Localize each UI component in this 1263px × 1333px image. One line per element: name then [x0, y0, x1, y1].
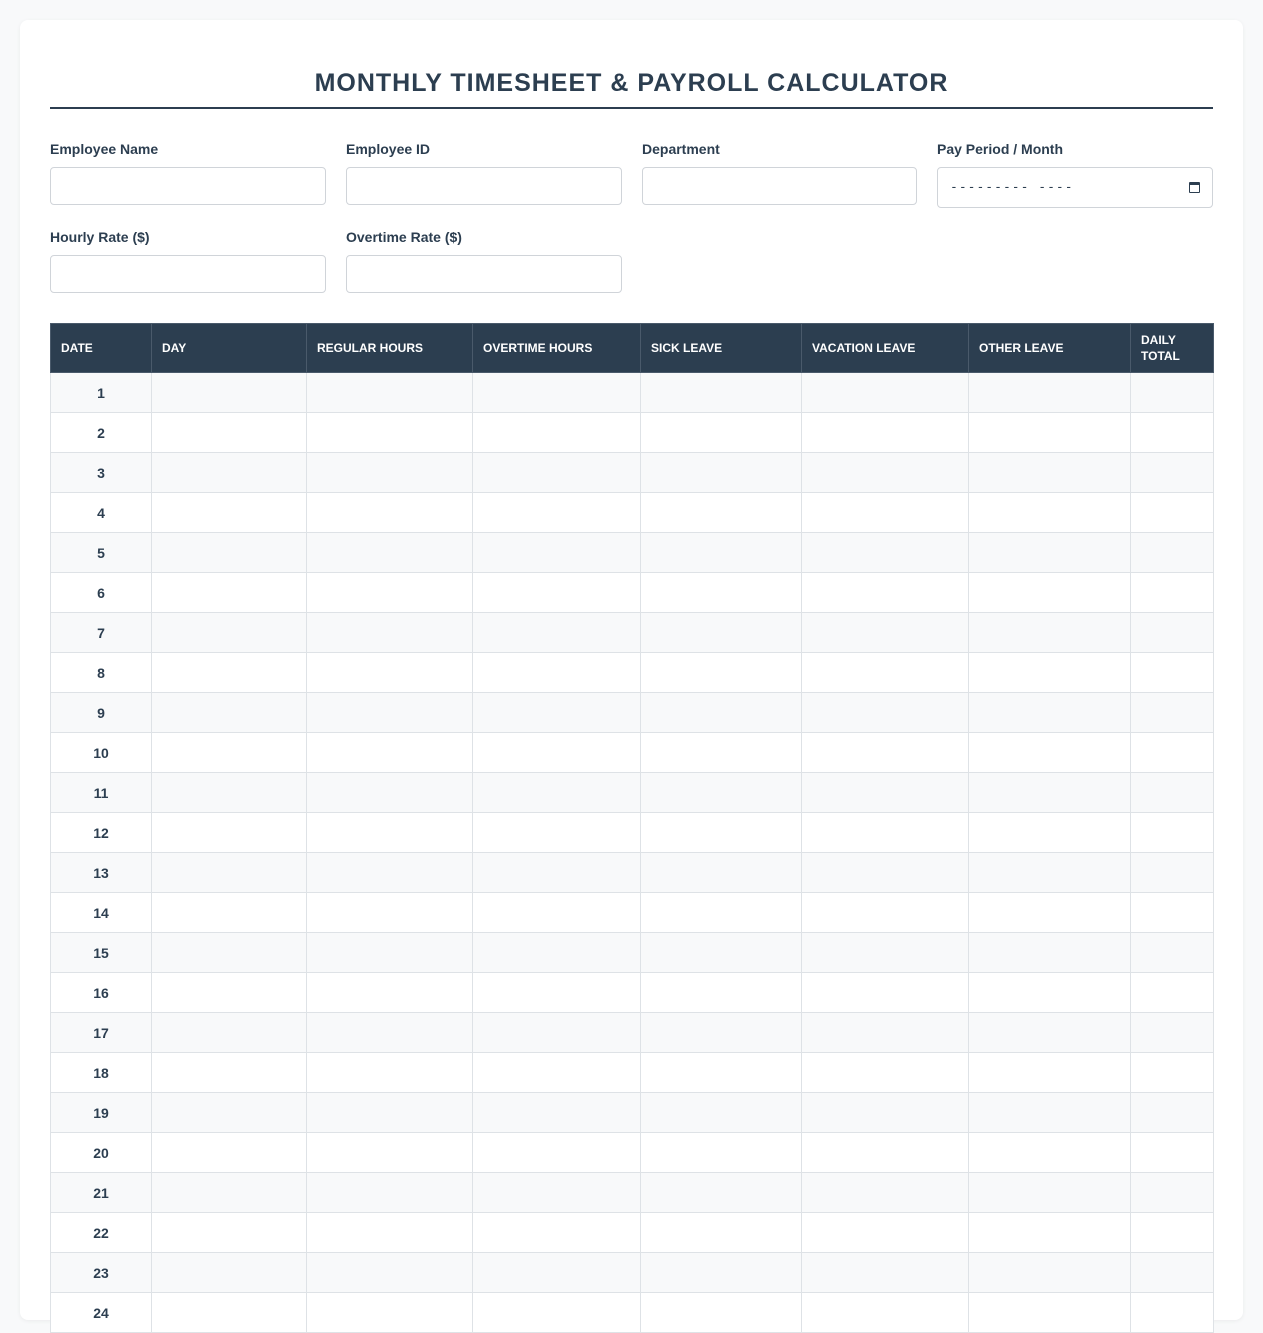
date-cell: 13 [51, 853, 152, 893]
other-leave-cell[interactable] [969, 813, 1131, 853]
overtime-hours-cell[interactable] [473, 1213, 641, 1253]
page-title: MONTHLY TIMESHEET & PAYROLL CALCULATOR [314, 69, 949, 97]
vacation-leave-cell[interactable] [802, 1253, 969, 1293]
table-row [51, 1133, 1214, 1173]
department-label: Department [642, 141, 720, 157]
daily-total-cell[interactable] [1131, 1293, 1214, 1333]
overtime-hours-cell[interactable] [473, 413, 641, 453]
regular-hours-cell[interactable] [307, 933, 473, 973]
regular-hours-cell[interactable] [307, 533, 473, 573]
daily-total-cell[interactable] [1131, 453, 1214, 493]
daily-total-cell[interactable] [1131, 493, 1214, 533]
sick-leave-cell[interactable] [641, 493, 802, 533]
vacation-leave-cell[interactable] [802, 533, 969, 573]
vacation-leave-cell[interactable] [802, 1213, 969, 1253]
other-leave-cell[interactable] [969, 733, 1131, 773]
daily-total-cell[interactable] [1131, 813, 1214, 853]
employee-name-input[interactable] [50, 167, 326, 205]
table-row [51, 1053, 1214, 1093]
date-cell: 12 [51, 813, 152, 853]
hourly-rate-input[interactable] [50, 255, 326, 293]
regular-hours-cell[interactable] [307, 1293, 473, 1333]
overtime-hours-cell[interactable] [473, 453, 641, 493]
other-leave-cell[interactable] [969, 613, 1131, 653]
regular-hours-cell[interactable] [307, 493, 473, 533]
daily-total-cell[interactable] [1131, 693, 1214, 733]
day-cell[interactable] [152, 973, 307, 1013]
sick-leave-cell[interactable] [641, 1213, 802, 1253]
date-cell: 11 [51, 773, 152, 813]
other-leave-cell[interactable] [969, 453, 1131, 493]
daily-total-cell[interactable] [1131, 1053, 1214, 1093]
column-header-overtime-hours: OVERTIME HOURS [473, 324, 641, 373]
regular-hours-cell[interactable] [307, 813, 473, 853]
overtime-hours-cell[interactable] [473, 613, 641, 653]
overtime-hours-cell[interactable] [473, 973, 641, 1013]
sick-leave-cell[interactable] [641, 973, 802, 1013]
timesheet-card [20, 20, 1243, 1320]
table-header-row [51, 324, 1214, 373]
sick-leave-cell[interactable] [641, 853, 802, 893]
column-header-regular-hours: REGULAR HOURS [307, 324, 473, 373]
table-row [51, 613, 1214, 653]
regular-hours-cell[interactable] [307, 1013, 473, 1053]
day-cell[interactable] [152, 1173, 307, 1213]
regular-hours-cell[interactable] [307, 453, 473, 493]
employee-id-input[interactable] [346, 167, 622, 205]
date-cell: 4 [51, 493, 152, 533]
daily-total-cell[interactable] [1131, 853, 1214, 893]
other-leave-cell[interactable] [969, 1293, 1131, 1333]
overtime-hours-cell[interactable] [473, 1013, 641, 1053]
overtime-hours-cell[interactable] [473, 1253, 641, 1293]
other-leave-cell[interactable] [969, 1133, 1131, 1173]
daily-total-cell[interactable] [1131, 613, 1214, 653]
title-divider [50, 107, 1213, 109]
daily-total-cell[interactable] [1131, 373, 1214, 413]
department-input[interactable] [642, 167, 917, 205]
column-header-other-leave: OTHER LEAVE [969, 324, 1131, 373]
day-cell[interactable] [152, 933, 307, 973]
table-row [51, 653, 1214, 693]
day-cell[interactable] [152, 413, 307, 453]
vacation-leave-cell[interactable] [802, 1173, 969, 1213]
sick-leave-cell[interactable] [641, 373, 802, 413]
regular-hours-cell[interactable] [307, 693, 473, 733]
sick-leave-cell[interactable] [641, 533, 802, 573]
day-cell[interactable] [152, 453, 307, 493]
sick-leave-cell[interactable] [641, 773, 802, 813]
day-cell[interactable] [152, 853, 307, 893]
other-leave-cell[interactable] [969, 573, 1131, 613]
sick-leave-cell[interactable] [641, 613, 802, 653]
vacation-leave-cell[interactable] [802, 1133, 969, 1173]
pay-period-placeholder: --------- ---- [950, 180, 1074, 195]
vacation-leave-cell[interactable] [802, 1053, 969, 1093]
sick-leave-cell[interactable] [641, 733, 802, 773]
sick-leave-cell[interactable] [641, 1053, 802, 1093]
regular-hours-cell[interactable] [307, 413, 473, 453]
overtime-hours-cell[interactable] [473, 533, 641, 573]
day-cell[interactable] [152, 1053, 307, 1093]
table-row [51, 1293, 1214, 1333]
sick-leave-cell[interactable] [641, 1093, 802, 1133]
other-leave-cell[interactable] [969, 893, 1131, 933]
other-leave-cell[interactable] [969, 973, 1131, 1013]
vacation-leave-cell[interactable] [802, 453, 969, 493]
daily-total-cell[interactable] [1131, 1093, 1214, 1133]
vacation-leave-cell[interactable] [802, 1093, 969, 1133]
date-cell: 7 [51, 613, 152, 653]
vacation-leave-cell[interactable] [802, 573, 969, 613]
vacation-leave-cell[interactable] [802, 1293, 969, 1333]
regular-hours-cell[interactable] [307, 1133, 473, 1173]
date-cell: 1 [51, 373, 152, 413]
date-cell: 2 [51, 413, 152, 453]
daily-total-cell[interactable] [1131, 653, 1214, 693]
table-row [51, 813, 1214, 853]
table-row [51, 1013, 1214, 1053]
day-cell[interactable] [152, 893, 307, 933]
other-leave-cell[interactable] [969, 1253, 1131, 1293]
daily-total-cell[interactable] [1131, 413, 1214, 453]
regular-hours-cell[interactable] [307, 1093, 473, 1133]
overtime-hours-cell[interactable] [473, 1293, 641, 1333]
other-leave-cell[interactable] [969, 533, 1131, 573]
overtime-hours-cell[interactable] [473, 813, 641, 853]
table-row [51, 893, 1214, 933]
day-cell[interactable] [152, 613, 307, 653]
overtime-hours-cell[interactable] [473, 1133, 641, 1173]
date-cell: 10 [51, 733, 152, 773]
table-row [51, 533, 1214, 573]
column-header-day: DAY [152, 324, 307, 373]
regular-hours-cell[interactable] [307, 1053, 473, 1093]
vacation-leave-cell[interactable] [802, 773, 969, 813]
other-leave-cell[interactable] [969, 493, 1131, 533]
sick-leave-cell[interactable] [641, 813, 802, 853]
table-row [51, 853, 1214, 893]
sick-leave-cell[interactable] [641, 693, 802, 733]
daily-total-cell[interactable] [1131, 773, 1214, 813]
regular-hours-cell[interactable] [307, 973, 473, 1013]
other-leave-cell[interactable] [969, 653, 1131, 693]
day-cell[interactable] [152, 773, 307, 813]
column-header-vacation-leave: VACATION LEAVE [802, 324, 969, 373]
day-cell[interactable] [152, 1093, 307, 1133]
regular-hours-cell[interactable] [307, 733, 473, 773]
vacation-leave-cell[interactable] [802, 493, 969, 533]
overtime-rate-label: Overtime Rate ($) [346, 229, 462, 245]
regular-hours-cell[interactable] [307, 893, 473, 933]
overtime-hours-cell[interactable] [473, 1173, 641, 1213]
regular-hours-cell[interactable] [307, 613, 473, 653]
table-row [51, 453, 1214, 493]
date-cell: 20 [51, 1133, 152, 1173]
vacation-leave-cell[interactable] [802, 653, 969, 693]
vacation-leave-cell[interactable] [802, 613, 969, 653]
overtime-hours-cell[interactable] [473, 573, 641, 613]
date-cell: 3 [51, 453, 152, 493]
day-cell[interactable] [152, 1013, 307, 1053]
table-row [51, 773, 1214, 813]
employee-name-label: Employee Name [50, 141, 159, 157]
other-leave-cell[interactable] [969, 853, 1131, 893]
sick-leave-cell[interactable] [641, 933, 802, 973]
regular-hours-cell[interactable] [307, 1213, 473, 1253]
other-leave-cell[interactable] [969, 933, 1131, 973]
overtime-hours-cell[interactable] [473, 733, 641, 773]
column-header-daily-total: DAILY TOTAL [1131, 324, 1214, 373]
overtime-hours-cell[interactable] [473, 933, 641, 973]
daily-total-cell[interactable] [1131, 1213, 1214, 1253]
vacation-leave-cell[interactable] [802, 733, 969, 773]
table-row [51, 973, 1214, 1013]
overtime-hours-cell[interactable] [473, 1053, 641, 1093]
overtime-hours-cell[interactable] [473, 373, 641, 413]
day-cell[interactable] [152, 813, 307, 853]
day-cell[interactable] [152, 733, 307, 773]
daily-total-cell[interactable] [1131, 1173, 1214, 1213]
daily-total-cell[interactable] [1131, 893, 1214, 933]
date-cell: 6 [51, 573, 152, 613]
column-header-date: DATE [51, 324, 152, 373]
regular-hours-cell[interactable] [307, 853, 473, 893]
column-header-sick-leave: SICK LEAVE [641, 324, 802, 373]
date-cell: 5 [51, 533, 152, 573]
date-cell: 19 [51, 1093, 152, 1133]
vacation-leave-cell[interactable] [802, 853, 969, 893]
date-cell: 23 [51, 1253, 152, 1293]
table-row [51, 413, 1214, 453]
day-cell[interactable] [152, 373, 307, 413]
vacation-leave-cell[interactable] [802, 933, 969, 973]
timesheet-table [50, 323, 1214, 1333]
sick-leave-cell[interactable] [641, 1293, 802, 1333]
table-row [51, 1173, 1214, 1213]
day-cell[interactable] [152, 1213, 307, 1253]
table-row [51, 693, 1214, 733]
other-leave-cell[interactable] [969, 1053, 1131, 1093]
sick-leave-cell[interactable] [641, 413, 802, 453]
other-leave-cell[interactable] [969, 1093, 1131, 1133]
date-cell: 16 [51, 973, 152, 1013]
day-cell[interactable] [152, 533, 307, 573]
regular-hours-cell[interactable] [307, 373, 473, 413]
day-cell[interactable] [152, 493, 307, 533]
table-row [51, 733, 1214, 773]
date-cell: 15 [51, 933, 152, 973]
sick-leave-cell[interactable] [641, 453, 802, 493]
overtime-hours-cell[interactable] [473, 893, 641, 933]
overtime-hours-cell[interactable] [473, 773, 641, 813]
date-cell: 22 [51, 1213, 152, 1253]
vacation-leave-cell[interactable] [802, 813, 969, 853]
sick-leave-cell[interactable] [641, 1133, 802, 1173]
other-leave-cell[interactable] [969, 413, 1131, 453]
day-cell[interactable] [152, 573, 307, 613]
vacation-leave-cell[interactable] [802, 973, 969, 1013]
day-cell[interactable] [152, 693, 307, 733]
sick-leave-cell[interactable] [641, 1253, 802, 1293]
overtime-hours-cell[interactable] [473, 693, 641, 733]
overtime-hours-cell[interactable] [473, 493, 641, 533]
vacation-leave-cell[interactable] [802, 693, 969, 733]
pay-period-month-input[interactable] [937, 167, 1213, 208]
date-cell: 21 [51, 1173, 152, 1213]
overtime-hours-cell[interactable] [473, 853, 641, 893]
other-leave-cell[interactable] [969, 1173, 1131, 1213]
vacation-leave-cell[interactable] [802, 373, 969, 413]
vacation-leave-cell[interactable] [802, 413, 969, 453]
other-leave-cell[interactable] [969, 693, 1131, 733]
vacation-leave-cell[interactable] [802, 893, 969, 933]
regular-hours-cell[interactable] [307, 1253, 473, 1293]
day-cell[interactable] [152, 1133, 307, 1173]
table-row [51, 493, 1214, 533]
daily-total-cell[interactable] [1131, 733, 1214, 773]
daily-total-cell[interactable] [1131, 1013, 1214, 1053]
daily-total-cell[interactable] [1131, 933, 1214, 973]
daily-total-cell[interactable] [1131, 1253, 1214, 1293]
day-cell[interactable] [152, 1293, 307, 1333]
sick-leave-cell[interactable] [641, 573, 802, 613]
date-cell: 9 [51, 693, 152, 733]
regular-hours-cell[interactable] [307, 1173, 473, 1213]
daily-total-cell[interactable] [1131, 573, 1214, 613]
date-cell: 24 [51, 1293, 152, 1333]
day-cell[interactable] [152, 1253, 307, 1293]
regular-hours-cell[interactable] [307, 573, 473, 613]
other-leave-cell[interactable] [969, 373, 1131, 413]
overtime-hours-cell[interactable] [473, 1093, 641, 1133]
overtime-rate-input[interactable] [346, 255, 622, 293]
table-row [51, 933, 1214, 973]
table-row [51, 573, 1214, 613]
table-body [51, 373, 1214, 1333]
date-cell: 14 [51, 893, 152, 933]
sick-leave-cell[interactable] [641, 1013, 802, 1053]
date-cell: 18 [51, 1053, 152, 1093]
other-leave-cell[interactable] [969, 1213, 1131, 1253]
hourly-rate-label: Hourly Rate ($) [50, 229, 150, 245]
day-cell[interactable] [152, 653, 307, 693]
date-cell: 17 [51, 1013, 152, 1053]
daily-total-cell[interactable] [1131, 533, 1214, 573]
regular-hours-cell[interactable] [307, 653, 473, 693]
employee-id-label: Employee ID [346, 141, 431, 157]
sick-leave-cell[interactable] [641, 653, 802, 693]
daily-total-cell[interactable] [1131, 1133, 1214, 1173]
sick-leave-cell[interactable] [641, 1173, 802, 1213]
table-row [51, 1253, 1214, 1293]
calendar-icon[interactable] [1189, 182, 1200, 193]
vacation-leave-cell[interactable] [802, 1013, 969, 1053]
daily-total-cell[interactable] [1131, 973, 1214, 1013]
other-leave-cell[interactable] [969, 773, 1131, 813]
regular-hours-cell[interactable] [307, 773, 473, 813]
overtime-hours-cell[interactable] [473, 653, 641, 693]
other-leave-cell[interactable] [969, 1013, 1131, 1053]
sick-leave-cell[interactable] [641, 893, 802, 933]
date-cell: 8 [51, 653, 152, 693]
table-row [51, 373, 1214, 413]
table-row [51, 1213, 1214, 1253]
table-row [51, 1093, 1214, 1133]
pay-period-label: Pay Period / Month [937, 141, 1064, 157]
